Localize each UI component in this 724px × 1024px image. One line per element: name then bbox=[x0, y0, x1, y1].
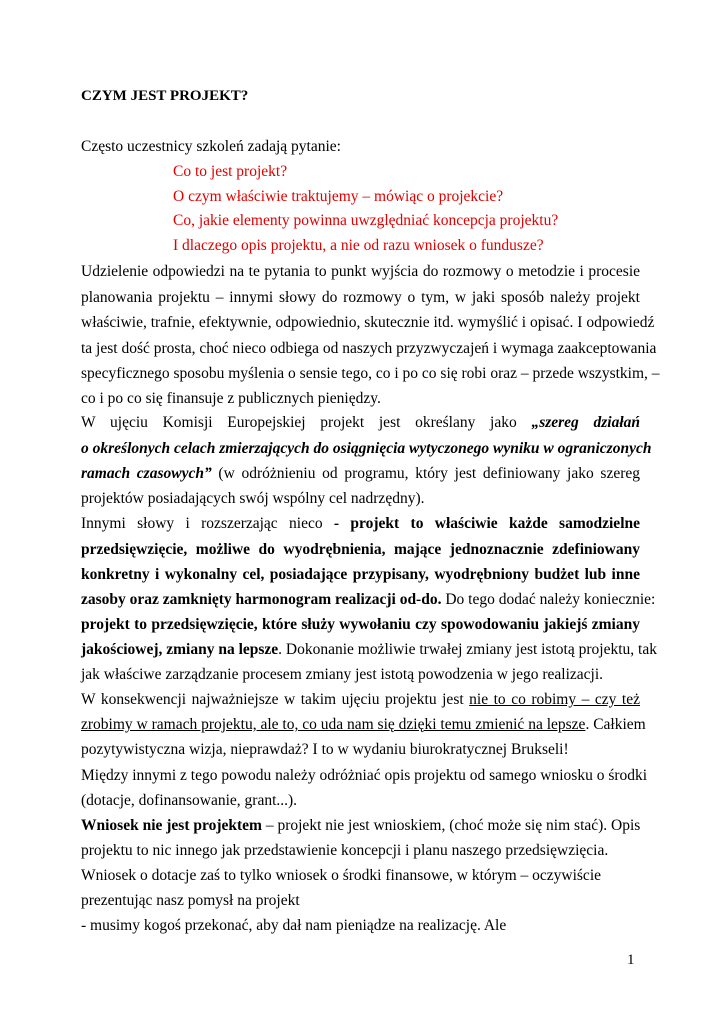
paragraph-3-line: jak właściwe zarządzanie procesem zmiany jest istotą powodzenia w jego realizacji. bbox=[81, 666, 604, 683]
paragraph-4-line: W konsekwencji najważniejsze w takim ujęciu projektu jest nie to co robimy – czy też bbox=[81, 691, 640, 708]
paragraph-1-line: Udzielenie odpowiedzi na te pytania to punkt wyjścia do rozmowy o metodzie i procesie bbox=[81, 263, 640, 280]
paragraph-3-line: projekt to przedsięwzięcie, które służy wywołaniu czy spowodowaniu jakiejś zmiany bbox=[81, 616, 640, 633]
paragraph-2-line: o określonych celach zmierzających do osiągnięcia wytyczonego wyniku w ograniczonych bbox=[81, 440, 652, 457]
paragraph-2-line: ramach czasowych” (w odróżnieniu od programu, który jest definiowany jako szereg bbox=[81, 465, 641, 482]
paragraph-7-line: - musimy kogoś przekonać, aby dał nam pieniądze na realizację. Ale bbox=[81, 917, 507, 934]
paragraph-3-line: przedsięwzięcie, możliwe do wyodrębnienia, mające jednoznacznie zdefiniowany bbox=[81, 541, 640, 558]
paragraph-5-line: (dotacje, dofinansowanie, grant...). bbox=[81, 792, 298, 809]
paragraph-4-line: zrobimy w ramach projektu, ale to, co uda nam się dzięki temu zmienić na lepsze. Całkiem bbox=[81, 716, 646, 733]
paragraph-1-line: ta jest dość prosta, choć nieco odbiega od naszych przyzwyczajeń i wymaga zaakceptowania bbox=[81, 340, 657, 357]
paragraph-7-line: prezentując nasz pomysł na projekt bbox=[81, 892, 300, 909]
paragraph-4-line: pozytywistyczna wizja, nieprawdaż? I to w wydaniu biurokratycznej Brukseli! bbox=[81, 741, 569, 758]
paragraph-1-line: planowania projektu – innymi słowy do rozmowy o tym, w jaki sposób należy projekt bbox=[81, 289, 640, 306]
intro-text: Często uczestnicy szkoleń zadają pytanie: bbox=[81, 138, 341, 155]
page-number: 1 bbox=[627, 952, 635, 968]
paragraph-1-line: specyficznego sposobu myślenia o sensie tego, co i po co się robi oraz – przede wszystkim, – bbox=[81, 365, 660, 382]
paragraph-1-line: co i po co się finansuje z publicznych pieniędzy. bbox=[81, 390, 381, 407]
question-1: Co to jest projekt? bbox=[173, 163, 288, 180]
paragraph-6-line: Wniosek nie jest projektem – projekt nie jest wnioskiem, (choć może się nim stać). Opis bbox=[81, 817, 641, 834]
question-4: I dlaczego opis projektu, a nie od razu wniosek o fundusze? bbox=[173, 237, 544, 254]
question-3: Co, jakie elementy powinna uwzględniać koncepcja projektu? bbox=[173, 212, 559, 229]
paragraph-3-line: jakościowej, zmiany na lepsze. Dokonanie możliwie trwałej zmiany jest istotą projektu, tak bbox=[81, 641, 657, 658]
paragraph-2-line: projektów posiadających swój wspólny cel nadrzędny). bbox=[81, 490, 425, 507]
paragraph-3-line: zasoby oraz zamknięty harmonogram realizacji od-do. Do tego dodać należy koniecznie: bbox=[81, 591, 656, 608]
paragraph-7-line: Wniosek o dotacje zaś to tylko wniosek o środki finansowe, w którym – oczywiście bbox=[81, 867, 601, 884]
paragraph-3-line: konkretny i wykonalny cel, posiadające przypisany, wyodrębniony budżet lub inne bbox=[81, 566, 640, 583]
paragraph-2-line: W ujęciu Komisji Europejskiej projekt jest określany jako „szereg działań bbox=[81, 414, 641, 431]
paragraph-6-line: projektu to nic innego jak przedstawienie koncepcji i planu naszego przedsięwzięcia. bbox=[81, 842, 609, 859]
paragraph-1-line: właściwie, trafnie, efektywnie, odpowiednio, skutecznie itd. wymyślić i opisać. I odpowiedź bbox=[81, 314, 655, 331]
paragraph-5-line: Między innymi z tego powodu należy odróżniać opis projektu od samego wniosku o środki bbox=[81, 767, 648, 784]
paragraph-3-line: Innymi słowy i rozszerzając nieco - projekt to właściwie każde samodzielne bbox=[81, 515, 640, 532]
question-2: O czym właściwie traktujemy – mówiąc o projekcie? bbox=[173, 188, 504, 205]
page-title: CZYM JEST PROJEKT? bbox=[81, 88, 249, 104]
